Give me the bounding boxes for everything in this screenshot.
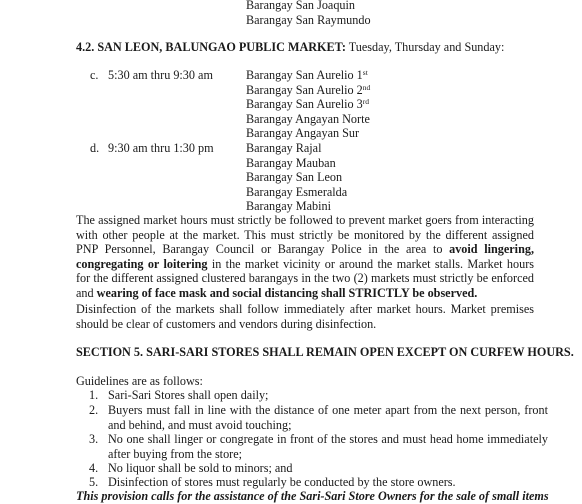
list-item: Barangay San Leon: [246, 170, 343, 185]
list-item: Barangay Rajal: [246, 141, 322, 155]
emphasis-text: wearing of face mask and social distancing shall STRICTLY be observed.: [96, 285, 478, 300]
list-item: Barangay Esmeralda: [246, 184, 348, 199]
closing-provision: This provision calls for the assistance of the Sari-Sari Store Owners for the sale of small items: [76, 489, 549, 503]
barangay-list-continued: [246, 0, 371, 27]
list-item: Barangay San Aurelio 3rd: [246, 97, 370, 112]
market-section-heading: [76, 40, 504, 55]
market-hours-paragraph: The assigned market hours must strictly be followed to prevent market goers from interacting with other people at the market. This must strictly be monitored by the different assigned PNP Personnel, Barangay Council or Barangay Police in the area to avoid lingering, congregating or loitering in the market vicinity or around the market stalls. Market hours for the different assigned clustered barangays in the two (2) markets must strictly be enforced and wearing of face mask and social distancing shall STRICTLY be observed.: [76, 213, 534, 300]
disinfection-paragraph: Disinfection of the markets shall follow immediately after market hours. Market premises should be clear of customers and vendors during disinfection.: [76, 302, 534, 331]
slot-d-barangay-list: [246, 141, 347, 214]
list-item: Barangay San Raymundo: [246, 12, 371, 27]
slot-letter: c.: [90, 68, 99, 82]
list-item: Barangay San Joaquin: [246, 0, 355, 12]
emphasis-text: avoid lingering, congregating or loitering: [76, 242, 534, 271]
list-item: Barangay San Aurelio 2nd: [246, 82, 371, 97]
market-heading-days: Tuesday, Thursday and Sunday:: [345, 40, 505, 54]
list-item: Barangay Mauban: [246, 155, 336, 170]
slot-time: 9:30 am thru 1:30 pm: [108, 141, 214, 155]
list-item: Barangay San Aurelio 1st: [246, 68, 368, 82]
guidelines-intro: Guidelines are as follows:: [76, 374, 203, 388]
list-item: Barangay Mabini: [246, 199, 331, 214]
slot-time: 5:30 am thru 9:30 am: [108, 68, 213, 82]
list-item: Barangay Angayan Norte: [246, 111, 370, 126]
market-heading-title: 4.2. SAN LEON, BALUNGAO PUBLIC MARKET:: [76, 40, 346, 54]
list-item: Barangay Angayan Sur: [246, 126, 360, 141]
slot-c-barangay-list: [246, 68, 370, 141]
section-5-heading: SECTION 5. SARI-SARI STORES SHALL REMAIN OPEN EXCEPT ON CURFEW HOURS.: [76, 345, 574, 359]
slot-letter: d.: [90, 141, 100, 155]
